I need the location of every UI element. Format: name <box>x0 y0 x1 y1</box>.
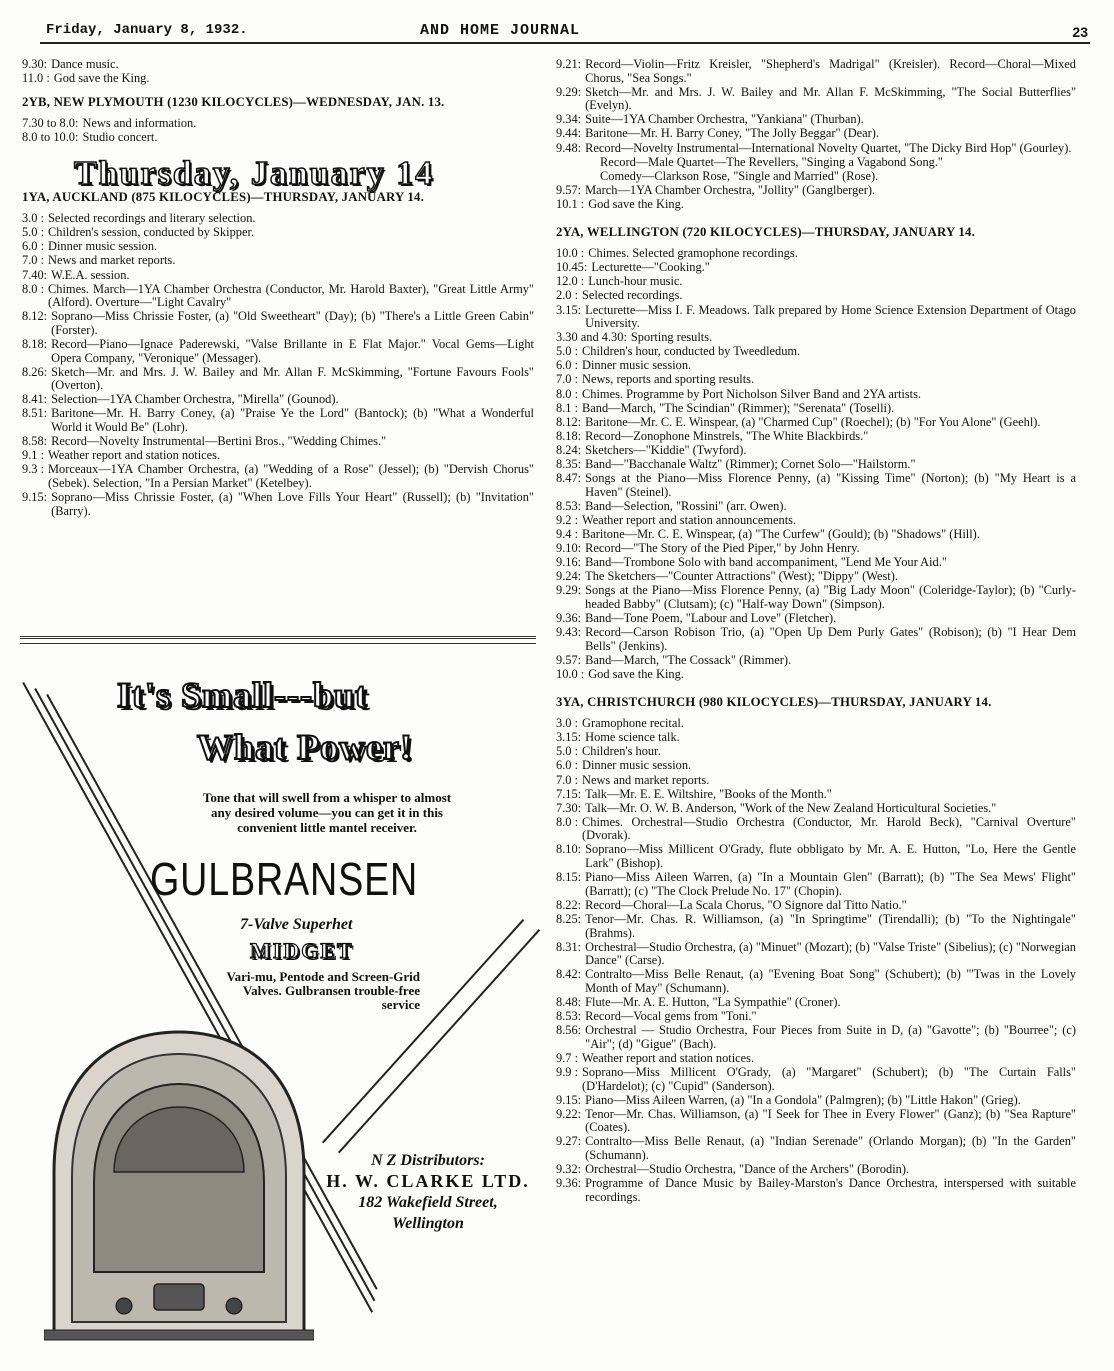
program-entry <box>22 338 534 365</box>
program-entry <box>556 247 1076 261</box>
program-time: 9.22: <box>556 1106 582 1121</box>
program-entry <box>556 275 1076 289</box>
program-description: Dinner music session. <box>582 358 692 373</box>
program-entry <box>556 113 1076 127</box>
program-time: 8.0 : <box>556 386 579 401</box>
program-entry <box>556 913 1076 940</box>
ad-decor-line <box>338 929 540 1153</box>
program-entry <box>556 1094 1076 1108</box>
program-description: Band—March, "The Cossack" (Rimmer). <box>585 652 792 667</box>
program-time: 9.29: <box>556 583 582 598</box>
ad-distributors <box>318 1150 538 1234</box>
program-description: News, reports and sporting results. <box>582 372 755 387</box>
ad-headline-2: What Power! <box>197 727 413 767</box>
program-description: Chimes. Selected gramophone recordings. <box>588 246 798 261</box>
program-entry <box>556 388 1076 402</box>
program-description: Home science talk. <box>585 730 680 745</box>
program-entry <box>556 58 1076 85</box>
program-time: 9.21: <box>556 57 582 71</box>
program-time: 8.47: <box>556 471 582 486</box>
program-entry <box>556 556 1076 570</box>
station-heading-auckland: 1YA, AUCKLAND (875 KILOCYCLES)—THURSDAY, JANUARY 14. <box>22 189 424 204</box>
program-time: 8.1 : <box>556 400 579 415</box>
program-time: 2.0 : <box>556 288 579 303</box>
ad-tagline: Tone that will swell from a whisper to almost any desired volume—you can get it in this convenient little mantel receiver. <box>202 790 452 835</box>
program-description: The Sketchers—"Counter Attractions" (West); "Dippy" (West). <box>585 569 898 584</box>
program-time: 3.0 : <box>22 211 45 226</box>
program-entry <box>556 289 1076 303</box>
program-entry <box>556 472 1076 499</box>
program-time: 9.48: <box>556 140 582 155</box>
program-description: Selected recordings. <box>582 288 683 303</box>
program-description: Band—Tone Poem, "Labour and Love" (Fletcher). <box>585 611 837 626</box>
program-time: 3.15: <box>556 730 582 745</box>
program-entry <box>556 1052 1076 1066</box>
program-entry <box>22 407 534 434</box>
program-time: 7.0 : <box>22 253 45 268</box>
ad-headline-1: It's Small---but <box>117 675 369 715</box>
program-description: News and market reports. <box>48 253 176 268</box>
program-entry <box>556 717 1076 731</box>
program-entry <box>556 184 1076 198</box>
program-time: 9.24: <box>556 569 582 584</box>
program-description: Dinner music session. <box>48 239 158 254</box>
program-entry <box>556 170 1076 184</box>
program-time: 8.48: <box>556 995 582 1009</box>
program-description: Orchestral—Studio Orchestra, "Dance of the Archers" (Borodin). <box>585 1162 910 1177</box>
program-description: Dinner music session. <box>582 758 692 773</box>
program-entry <box>556 86 1076 113</box>
program-time: 9.15: <box>22 490 48 505</box>
program-description: God save the King. <box>588 666 684 681</box>
program-time: 9.34: <box>556 112 582 127</box>
program-time: 5.0 : <box>556 744 579 759</box>
program-description: Flute—Mr. A. E. Hutton, "La Sympathie" (Croner). <box>585 995 841 1009</box>
program-description: News and information. <box>82 116 197 131</box>
program-time: 8.31: <box>556 939 582 954</box>
program-time: 9.9 : <box>556 1064 579 1079</box>
program-description: Chimes. Programme by Port Nicholson Silver Band and 2YA artists. <box>582 386 922 401</box>
program-time: 5.0 : <box>556 344 579 359</box>
program-description: March—1YA Chamber Orchestra, "Jollity" (Ganglberger). <box>585 182 876 197</box>
program-time: 8.24: <box>556 442 582 457</box>
program-description: Band—March, "The Scindian" (Rimmer); "Serenata" (Toselli). <box>582 400 895 415</box>
ad-distributors-label: N Z Distributors: <box>371 1152 485 1169</box>
program-entry <box>556 899 1076 913</box>
program-entry <box>556 668 1076 682</box>
program-entry <box>22 283 534 310</box>
program-entry <box>556 416 1076 430</box>
program-time: 9.16: <box>556 555 582 570</box>
program-entry <box>556 654 1076 668</box>
new-plymouth-program <box>22 117 534 145</box>
program-entry <box>556 816 1076 843</box>
program-time: 7.30 to 8.0: <box>22 116 79 131</box>
program-entry <box>22 226 534 240</box>
program-entry <box>556 1163 1076 1177</box>
program-entry <box>556 331 1076 345</box>
program-entry <box>556 1010 1076 1024</box>
program-time: 8.53: <box>556 498 582 513</box>
program-entry <box>556 1135 1076 1162</box>
program-description: Selected recordings and literary selection. <box>48 211 256 226</box>
program-time: 9.27: <box>556 1134 582 1149</box>
program-time: 9.30: <box>22 57 48 71</box>
program-time: 10.0 : <box>556 666 585 681</box>
ad-model: 7-Valve Superhet <box>240 916 353 933</box>
program-entry <box>22 449 534 463</box>
program-time: 9.1 : <box>22 448 45 463</box>
program-entry <box>22 435 534 449</box>
program-entry <box>556 514 1076 528</box>
program-time: 8.18: <box>556 428 582 443</box>
program-description: Record—Choral—La Scala Chorus, "O Signore dal Titto Natio." <box>585 897 907 912</box>
wednesday-tail-program <box>22 58 534 86</box>
masthead <box>40 22 1090 44</box>
program-time: 7.0 : <box>556 372 579 387</box>
program-time: 8.25: <box>556 911 582 926</box>
ad-brand: GULBRANSEN <box>150 853 419 905</box>
program-description: Record—Violin—Fritz Kreisler, "Shepherd's Madrigal" (Kreisler). Record—Choral—Mixed Chorus, "Sea Songs." <box>585 57 1076 85</box>
program-time: 11.0 : <box>22 71 50 86</box>
program-description: Suite—1YA Chamber Orchestra, "Yankiana" (Thurban). <box>585 112 864 127</box>
program-entry <box>22 72 534 86</box>
program-entry <box>22 58 534 72</box>
program-time: 3.30 and 4.30: <box>556 330 627 345</box>
program-time: 9.29: <box>556 84 582 99</box>
program-entry <box>22 240 534 254</box>
program-entry <box>556 500 1076 514</box>
program-entry <box>556 345 1076 359</box>
program-description: Comedy—Clarkson Rose, "Single and Married" (Rose). <box>600 168 879 183</box>
issue-date: Friday, January 8, 1932. <box>46 22 248 38</box>
program-entry <box>556 1108 1076 1135</box>
auckland-program-continued <box>556 58 1076 212</box>
program-entry <box>22 310 534 337</box>
program-entry <box>556 968 1076 995</box>
program-time: 8.0 : <box>22 281 45 296</box>
program-description: Record—Carson Robison Trio, (a) "Open Up Dem Purly Gates" (Robison); (b) "I Hear Dem Bells" (Jenkins). <box>585 625 1076 653</box>
program-description: Baritone—Mr. H. Barry Coney, "The Jolly Beggar" (Dear). <box>585 126 880 141</box>
program-time: 8.51: <box>22 406 48 421</box>
program-entry <box>556 802 1076 816</box>
program-entry <box>556 142 1076 156</box>
program-time: 10.45: <box>556 260 588 275</box>
station-heading-new-plymouth: 2YB, NEW PLYMOUTH (1230 KILOCYCLES)—WEDNESDAY, JAN. 13. <box>22 94 445 109</box>
program-description: Lecturette—Miss I. F. Meadows. Talk prepared by Home Science Extension Department of Otago University. <box>585 302 1076 331</box>
program-time: 10.1 : <box>556 196 585 211</box>
program-description: Record—Novelty Instrumental—Bertini Bros., "Wedding Chimes." <box>51 434 387 449</box>
program-description: Children's hour, conducted by Tweedledum. <box>582 344 801 359</box>
program-time: 9.10: <box>556 541 582 556</box>
program-time: 7.15: <box>556 786 582 801</box>
program-time: 8.12: <box>556 414 582 429</box>
program-time <box>556 170 600 184</box>
program-entry <box>556 759 1076 773</box>
program-time: 8.56: <box>556 1023 582 1038</box>
program-description: Soprano—Miss Millicent O'Grady, (a) "Margaret" (Schubert); (b) "The Curtain Falls" (D'Hardelot); (c) "Cupid" (Sanderson). <box>582 1064 1076 1093</box>
program-entry <box>556 871 1076 898</box>
program-description: Piano—Miss Aileen Warren, (a) "In a Gondola" (Palmgren); (b) "Little Hakon" (Grieg). <box>585 1092 1021 1107</box>
program-entry <box>556 528 1076 542</box>
program-description: Sporting results. <box>630 330 713 345</box>
ad-valves: Vari-mu, Pentode and Screen-Grid Valves. Gulbransen trouble-free service <box>226 969 420 1012</box>
program-time: 8.0 to 10.0: <box>22 130 79 145</box>
program-time: 6.0 : <box>556 358 579 373</box>
program-description: Children's hour. <box>582 744 661 759</box>
ad-midget: MIDGET <box>250 938 354 963</box>
gulbransen-advertisement <box>22 662 542 1342</box>
program-entry <box>556 1024 1076 1051</box>
program-time: 8.35: <box>556 457 582 472</box>
program-entry <box>556 444 1076 458</box>
program-description: God save the King. <box>53 71 150 86</box>
journal-title: AND HOME JOURNAL <box>420 22 581 39</box>
ad-city: Wellington <box>392 1215 464 1232</box>
program-description: Tenor—Mr. Chas. R. Williamson, (a) "In Springtime" (Tirendalli); (b) "To the Nightingale" (Brahms). <box>585 911 1076 940</box>
program-entry <box>556 373 1076 387</box>
program-description: Talk—Mr. E. E. Wiltshire, "Books of the Month." <box>585 786 832 801</box>
program-description: Dance music. <box>51 57 119 71</box>
program-description: Record—Vocal gems from "Toni." <box>585 1009 757 1024</box>
radio-illustration <box>44 1022 314 1342</box>
program-time: 8.0 : <box>556 814 579 829</box>
program-description: Record—Novelty Instrumental—International Novelty Quartet, "The Dicky Bird Hop" (Gourley). <box>585 140 1072 155</box>
program-entry <box>556 198 1076 212</box>
program-entry <box>556 612 1076 626</box>
program-description: Record—Male Quartet—The Revellers, "Singing a Vagabond Song." <box>600 154 943 169</box>
program-time: 9.3 : <box>22 462 45 477</box>
program-time: 9.15: <box>556 1092 582 1107</box>
program-time: 9.57: <box>556 182 582 197</box>
program-entry <box>556 430 1076 444</box>
wellington-program <box>556 247 1076 681</box>
program-time: 9.2 : <box>556 512 579 527</box>
program-entry <box>556 1177 1076 1204</box>
program-description: Gramophone recital. <box>582 716 684 731</box>
program-entry <box>556 626 1076 653</box>
program-description: Songs at the Piano—Miss Florence Penny, (a) "Kissing Time" (Norton); (b) "My Heart is a Haven" (Steinel). <box>585 471 1076 499</box>
program-time: 9.4 : <box>556 527 579 541</box>
program-entry <box>556 402 1076 416</box>
program-description: Sketchers—"Kiddie" (Twyford). <box>585 442 747 457</box>
program-description: Band—"Bacchanale Waltz" (Rimmer); Cornet Solo—"Hailstorm." <box>585 457 916 472</box>
program-entry <box>556 788 1076 802</box>
program-entry <box>556 458 1076 472</box>
program-description: Record—"The Story of the Pied Piper," by John Henry. <box>585 541 860 556</box>
program-time: 9.32: <box>556 1162 582 1177</box>
program-description: Baritone—Mr. C. E. Winspear, (a) "Charmed Cup" (Roechel); (b) "For You Alone" (Geehl). <box>585 414 1041 429</box>
left-column <box>22 58 534 519</box>
program-time: 8.12: <box>22 309 48 324</box>
program-description: Band—Selection, "Rossini" (arr. Owen). <box>585 498 787 513</box>
program-entry <box>556 941 1076 968</box>
program-time: 3.0 : <box>556 716 579 731</box>
program-description: Orchestral—Studio Orchestra, (a) "Minuet" (Mozart); (b) "Valse Triste" (Sibelius); (c) "Norwegian Dance" (Carse). <box>585 939 1076 968</box>
program-description: Lecturette—"Cooking." <box>591 260 710 275</box>
program-description: Programme of Dance Music by Bailey-Marston's Dance Orchestra, interspersed with suitable recordings. <box>585 1176 1076 1204</box>
program-entry <box>22 131 534 145</box>
program-time: 8.58: <box>22 434 48 449</box>
program-time: 9.44: <box>556 126 582 141</box>
program-time: 8.41: <box>22 392 48 407</box>
program-time: 8.53: <box>556 1009 582 1024</box>
program-entry <box>556 359 1076 373</box>
program-entry <box>22 491 534 518</box>
program-time: 8.22: <box>556 897 582 912</box>
program-description: Talk—Mr. O. W. B. Anderson, "Work of the New Zealand Horticultural Societies." <box>585 800 997 815</box>
program-time: 8.15: <box>556 870 582 885</box>
auckland-program <box>22 212 534 518</box>
program-entry <box>556 584 1076 611</box>
program-description: Sketch—Mr. and Mrs. J. W. Bailey and Mr. Allan F. McSkimming, "Fortune Favours Fools" (Overton). <box>51 364 534 393</box>
program-time: 9.43: <box>556 625 582 640</box>
program-time: 12.0 : <box>556 274 585 289</box>
program-description: Baritone—Mr. C. E. Winspear, (a) "The Curfew" (Gould); (b) "Shadows" (Hill). <box>582 527 980 541</box>
program-description: Studio concert. <box>82 130 158 145</box>
program-time: 8.10: <box>556 842 582 857</box>
program-description: Songs at the Piano—Miss Florence Penny, (a) "Big Lady Moon" (Coleridge-Taylor); (b) "Curly-headed Babby" (Clutsam); (c) "Half-way Down" (Simpson). <box>585 583 1076 611</box>
program-time: 5.0 : <box>22 225 45 240</box>
program-entry <box>556 774 1076 788</box>
program-description: Soprano—Miss Millicent O'Grady, flute obbligato by Mr. A. E. Hutton, "Lo, Here the Gentle Lark" (Bishop). <box>585 842 1076 871</box>
program-time: 8.18: <box>22 337 48 351</box>
program-entry <box>556 570 1076 584</box>
program-entry <box>556 843 1076 870</box>
program-description: Soprano—Miss Chrissie Foster, (a) "Old Sweetheart" (Day); (b) "There's a Little Green Cabin" (Forster). <box>51 309 534 337</box>
program-description: Baritone—Mr. H. Barry Coney, (a) "Praise Ye the Lord" (Bantock); (b) "What a Wonderful World it Would Be" (Lohr). <box>51 406 534 435</box>
program-time: 3.15: <box>556 302 582 317</box>
program-description: Children's session, conducted by Skipper. <box>48 225 255 240</box>
program-description: Tenor—Mr. Chas. Williamson, (a) "I Seek for Thee in Every Flower" (Ganz); (b) "Sea Rapture" (Coates). <box>585 1106 1076 1135</box>
program-description: Chimes. March—1YA Chamber Orchestra (Conductor, Mr. Harold Baxter), "Great Little Army" (Alford). Overture—"Light Cavalry" <box>48 281 534 310</box>
program-entry <box>22 254 534 268</box>
station-heading-wellington: 2YA, WELLINGTON (720 KILOCYCLES)—THURSDAY, JANUARY 14. <box>556 224 975 239</box>
program-time: 7.0 : <box>556 772 579 787</box>
section-divider <box>20 636 536 644</box>
program-description: News and market reports. <box>582 772 710 787</box>
program-description: Lunch-hour music. <box>588 274 683 289</box>
program-description: Contralto—Miss Belle Renaut, (a) "Evening Boat Song" (Schubert); (b) "'Twas in the Lovely Month of May" (Schumann). <box>585 967 1076 995</box>
page-number: 23 <box>1072 24 1088 40</box>
program-description: Soprano—Miss Chrissie Foster, (a) "When Love Fills Your Heart" (Russell); (b) "Invitation" (Barry). <box>51 490 534 518</box>
program-time: 10.0 : <box>556 246 585 261</box>
program-entry <box>22 393 534 407</box>
program-entry <box>556 304 1076 331</box>
program-entry <box>556 996 1076 1010</box>
program-time: 9.36: <box>556 1176 582 1191</box>
program-entry <box>556 731 1076 745</box>
program-description: God save the King. <box>588 196 684 211</box>
program-description: Morceaux—1YA Chamber Orchestra, (a) "Wedding of a Rose" (Jessel); (b) "Dervish Chorus" (Sebek). Selection, "In a Persian Market" (Ketelbey). <box>48 462 534 490</box>
program-time: 7.40: <box>22 267 48 282</box>
day-title: Thursday, January 14 <box>74 154 435 192</box>
program-description: Piano—Miss Aileen Warren, (a) "In a Mountain Glen" (Barratt); (b) "The Sea Mews' Flight" (Barratt); (c) "The Clock Prelude No. 17" (Chopin). <box>585 870 1076 898</box>
program-description: Contralto—Miss Belle Renaut, (a) "Indian Serenade" (Orlando Morgan); (b) "In the Garden" (Schumann). <box>585 1134 1076 1163</box>
program-time: 6.0 : <box>556 758 579 773</box>
program-entry <box>556 542 1076 556</box>
program-description: Chimes. Orchestral—Studio Orchestra (Conductor, Mr. Harold Beck), "Carnival Overture" (Dvorak). <box>582 814 1076 843</box>
program-time <box>556 156 600 170</box>
program-time: 9.36: <box>556 611 582 626</box>
program-entry <box>556 156 1076 170</box>
program-description: Weather report and station notices. <box>48 448 221 463</box>
christchurch-program <box>556 717 1076 1204</box>
program-description: Band—Trombone Solo with band accompaniment, "Lend Me Your Aid." <box>585 555 947 570</box>
program-entry <box>556 127 1076 141</box>
program-description: Selection—1YA Chamber Orchestra, "Mirella" (Gounod). <box>51 392 339 407</box>
station-heading-christchurch: 3YA, CHRISTCHURCH (980 KILOCYCLES)—THURSDAY, JANUARY 14. <box>556 694 992 709</box>
program-description: Record—Piano—Ignace Paderewski, "Valse Brillante in E Flat Major." Vocal Gems—Light Opera Company, "Veronique" (Messager). <box>51 337 534 365</box>
program-description: Weather report and station announcements. <box>582 512 797 527</box>
program-time: 8.42: <box>556 967 582 982</box>
program-time: 9.57: <box>556 652 582 667</box>
program-entry <box>22 269 534 283</box>
program-entry <box>22 463 534 490</box>
program-time: 9.7 : <box>556 1050 579 1065</box>
program-entry <box>22 117 534 131</box>
program-description: W.E.A. session. <box>51 267 130 282</box>
program-entry <box>22 366 534 393</box>
program-entry <box>556 261 1076 275</box>
program-description: Weather report and station notices. <box>582 1050 755 1065</box>
program-description: Record—Zonophone Minstrels, "The White Blackbirds." <box>585 428 869 443</box>
program-time: 8.26: <box>22 364 48 379</box>
right-column <box>556 58 1076 1205</box>
ad-address: 182 Wakefield Street, <box>358 1194 498 1211</box>
program-time: 7.30: <box>556 800 582 815</box>
program-description: Orchestral — Studio Orchestra, Four Pieces from Suite in D, (a) "Gavotte"; (b) "Bourree"; (c) "Air"; (d) "Gigue" (Bach). <box>585 1023 1076 1051</box>
program-entry <box>556 1066 1076 1093</box>
ad-company: H. W. CLARKE LTD. <box>326 1171 530 1191</box>
program-time: 6.0 : <box>22 239 45 254</box>
program-entry <box>556 745 1076 759</box>
program-entry <box>22 212 534 226</box>
program-description: Sketch—Mr. and Mrs. J. W. Bailey and Mr. Allan F. McSkimming, "The Social Butterflies" (Evelyn). <box>585 84 1076 113</box>
